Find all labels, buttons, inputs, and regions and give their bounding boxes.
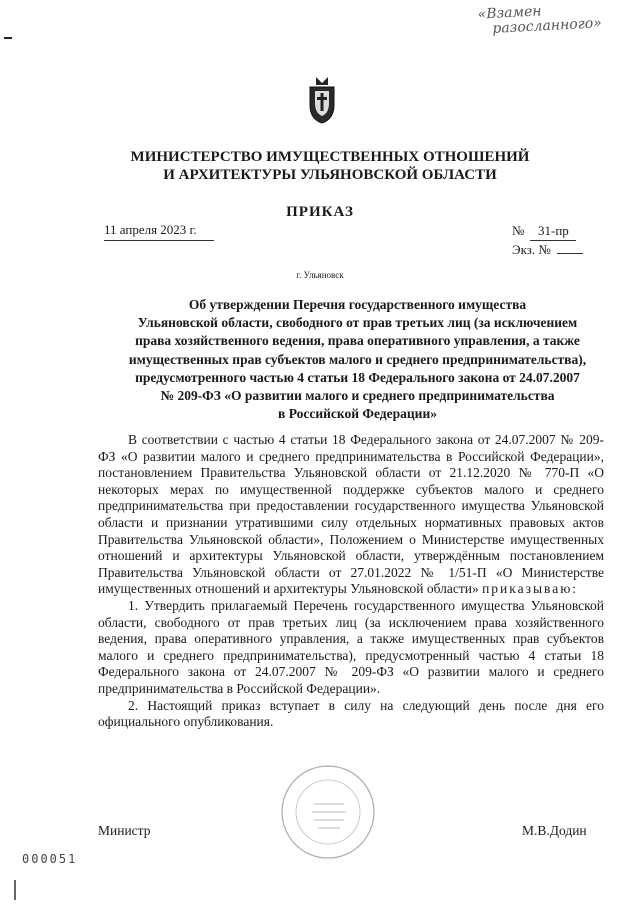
margin-mark [4, 37, 12, 39]
order-item-1: 1. Утвердить прилагаемый Перечень государственного имущества Ульяновской области, свободного от прав третьих лиц (за исключением права хозяйственного ведения, права оперативного управления, а также имущественных прав субъектов малого и среднего предпринимательства), предусмотренный частью 4 статьи 18 Федерального закона от 24.07.2007 № 209-ФЗ «О развитии малого и среднего предпринимательства в Российской Федерации». [98, 597, 604, 696]
handwritten-note-line: «Взамен [477, 3, 542, 23]
document-date: 11 апреля 2023 г. [104, 222, 214, 241]
subject-line: Ульяновской области, свободного от прав третьих лиц (за исключением [137, 315, 578, 331]
signer-name: М.В.Додин [522, 823, 587, 838]
preamble-paragraph [98, 432, 604, 598]
subject-line: права хозяйственного ведения, права оперативного управления, а также [135, 333, 580, 349]
ministry-line: И АРХИТЕКТУРЫ УЛЬЯНОВСКОЙ ОБЛАСТИ [163, 167, 497, 183]
copy-label: Экз. № [512, 242, 551, 257]
coat-of-arms-icon [306, 75, 338, 125]
copy-number-blank [557, 241, 583, 254]
document-type: ПРИКАЗ [286, 204, 354, 220]
document-subject [115, 296, 600, 423]
subject-line: имущественных прав субъектов малого и среднего предпринимательства), [128, 351, 587, 367]
subject-line: Об утверждении Перечня государственного имущества [188, 297, 527, 312]
number-label: № [512, 223, 525, 238]
order-word: приказываю: [482, 581, 579, 597]
ministry-name [120, 148, 540, 184]
seal-stamp [278, 762, 378, 862]
document-number-block [512, 222, 583, 259]
page-serial-number: 000051 [22, 852, 78, 866]
preamble-text: В соответствии с частью 4 статьи 18 Федерального закона от 24.07.2007 № 209-ФЗ «О развитии малого и среднего предпринимательства в Российской Федерации», постановлением Правительства Ульяновской области от 21.12.2020 № 770-П «О некоторых мерах по имущественной поддержке субъектов малого и среднего предпринимательства при предоставлении государственного имущества Ульяновской области и признании утратившими силу отдельных нормативных правовых актов Правительства Ульяновской области», Положением о Министерстве имущественных отношений и архитектуры Ульяновской области, утверждённым постановлением Правительства Ульяновской области от 27.01.2022 № 1/51-П «О Министерстве имущественных отношений и архитектуры Ульяновской области» [98, 432, 604, 597]
subject-line: в Российской Федерации» [278, 406, 437, 422]
document-number: 31-пр [530, 222, 576, 241]
ministry-line: МИНИСТЕРСТВО ИМУЩЕСТВЕННЫХ ОТНОШЕНИЙ [130, 149, 530, 165]
city-name: г. Ульяновск [296, 270, 344, 280]
handwritten-note [477, 0, 618, 37]
order-item-2: 2. Настоящий приказ вступает в силу на следующий день после дня его официального опубликования. [98, 697, 604, 730]
margin-mark [14, 880, 16, 900]
handwritten-note-line: разосланного» [492, 15, 603, 37]
document-body [98, 432, 604, 731]
subject-line: № 209-ФЗ «О развитии малого и среднего предпринимательства [160, 388, 555, 404]
subject-line: предусмотренного частью 4 статьи 18 Федерального закона от 24.07.2007 [135, 369, 580, 385]
signer-title: Министр [98, 823, 151, 838]
